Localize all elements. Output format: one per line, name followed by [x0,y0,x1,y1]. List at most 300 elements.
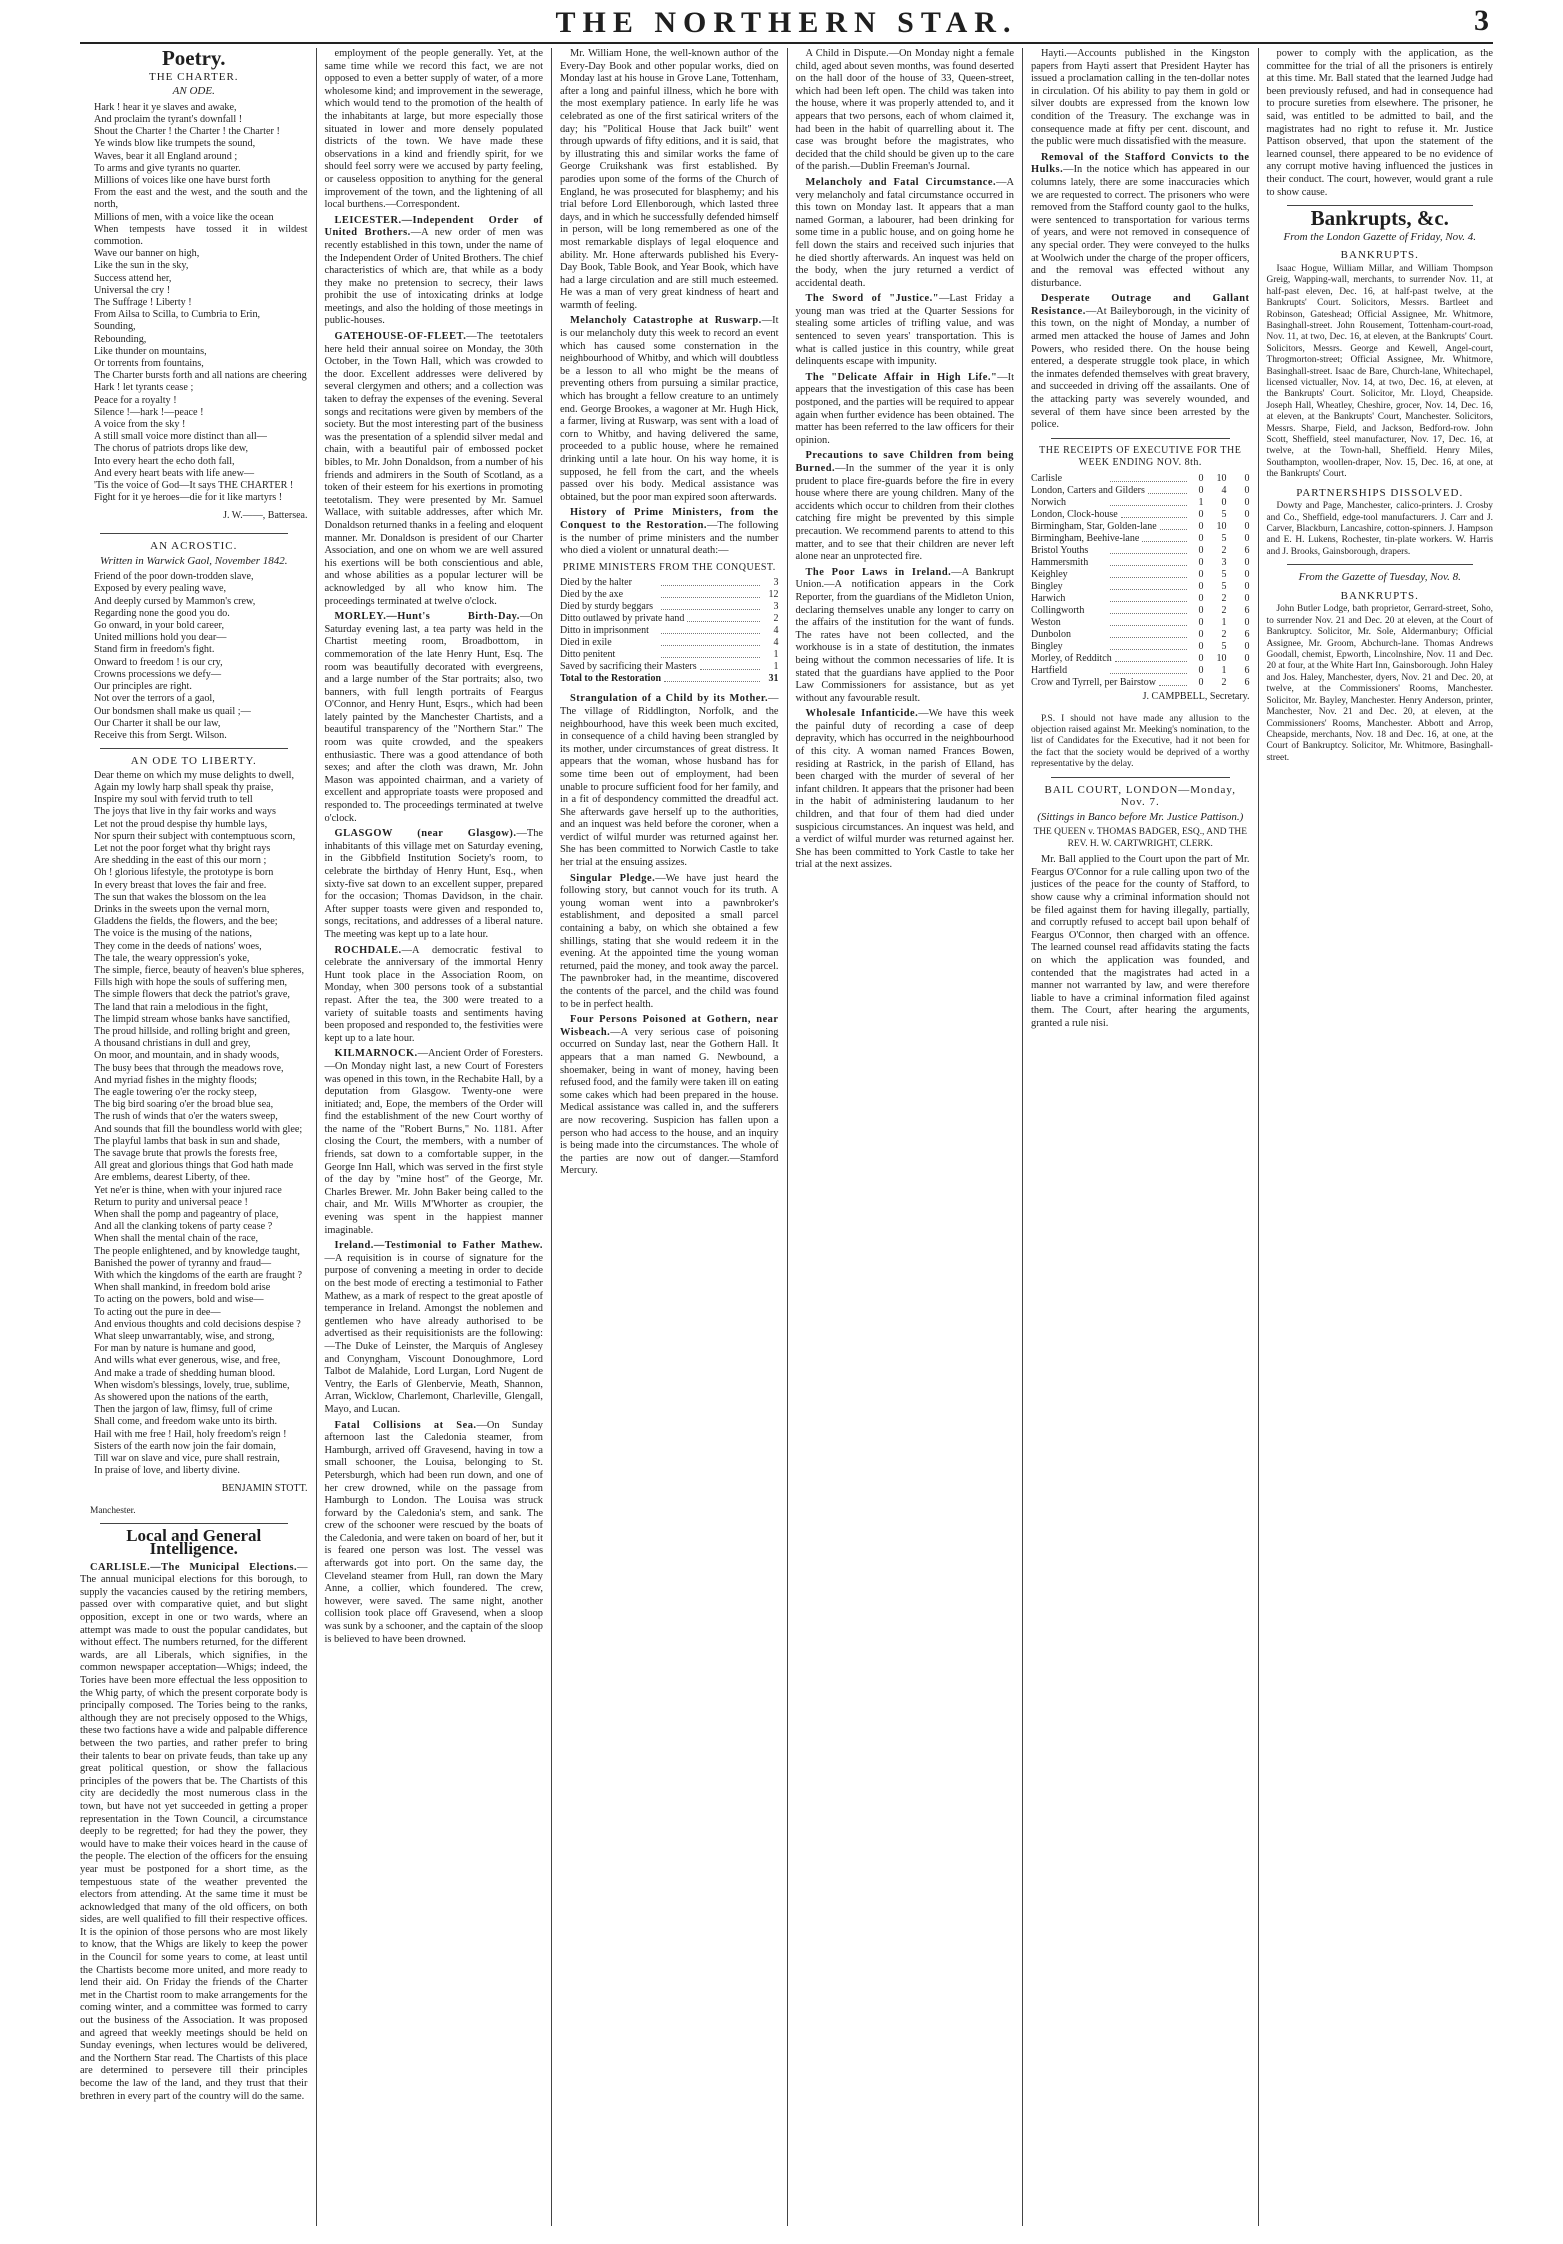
receipt-pence: 0 [1244,557,1250,568]
glasgow-article [325,828,544,941]
poor-laws-text: —A Bankrupt Union.—A notification appears in the Cork Reporter, from the guardians of the Midleton Union, declaring themselves unable any longer to carry on the affairs of the institution for the want of funds. The rates have not been collected, and the workhouse is in a state of destitution, the inmates being without the common necessaries of life. It is stated that the guardians have applied to the Poor Law Commissioners for assistance, but as yet without any favourable result. [795,566,1014,704]
poem-line: Again my lowly harp shall speak thy praise, [94,781,274,793]
prime-ministers-table [560,562,779,686]
bail-court-continued: power to comply with the application, as the committee for the trial of all the prisoners is entirely at this time. Mr. Ball stated that the learned Judge had been previously refused, and had in consequence had to procure sureties from elsewhere. The prisoner, he said, was entitled to be admitted to bail, and the magistrates had no right to refuse it. Mr. Justice Pattison observed, that upon the statement of the learned counsel, there appeared to be no evidence of any corrupt motive having influenced the justices in their conduct. The court, however, would grant a rule to show cause. [1266,48,1493,198]
row-value: 1 [773,649,779,661]
poem-line: From Ailsa to Scilla, to Cumbria to Erin, [94,309,261,321]
prime-ministers-rows [560,577,779,673]
local-intelligence-heading: Local and General Intelligence. [126,1526,262,1559]
receipt-pounds: 0 [1198,629,1204,640]
precautions-heading: Precautions to save Children from being Burned. [795,450,1014,474]
row-label: Died by sturdy beggars [560,601,654,613]
gazette-friday: From the London Gazette of Friday, Nov. 4. [1283,230,1476,243]
poem-line: The simple flowers that deck the patriot's grave, [94,989,290,1001]
receipt-pounds: 0 [1198,677,1204,688]
poem-acrostic [80,571,308,742]
poem-line: Dear theme on which my muse delights to dwell, [94,769,295,781]
poem-line: Our Charter it shall be our law, [94,717,221,729]
receipt-row [1031,629,1250,641]
poem-line: The simple, fierce, beauty of heaven's blue spheres, [94,964,305,976]
poem-line: Onward to freedom ! is our cry, [94,656,223,668]
row-value: 12 [768,589,779,601]
receipt-shillings: 1 [1221,617,1227,628]
poem-line: And make a trade of shedding human blood. [94,1367,276,1379]
poem-line: Silence !—hark !—peace ! [94,406,204,418]
poem-line: Nor spurn their subject with contemptuous scorn, [94,830,296,842]
poem-line: Peace for a royalty ! [94,394,177,406]
poem-line: A voice from the sky ! [94,419,186,431]
receipt-row [1031,641,1250,653]
fatal-circumstance-article [796,177,1015,290]
rochdale-heading: ROCHDALE. [334,944,402,956]
poem-line: Go onward, in your bold career, [94,620,225,632]
leader-dots [1110,557,1186,566]
receipt-row [1031,677,1250,689]
poem-liberty-place: Manchester. [90,1506,136,1517]
poem-line: Let not the proud despise thy humble lays, [94,818,268,830]
receipt-row [1031,617,1250,629]
poem-line: Till war on slave and vice, pure shall restrain, [94,1453,280,1465]
poem-line: The proud hillside, and rolling bright and green, [94,1025,291,1037]
executive-receipts-table [1031,445,1250,704]
leader-dots [687,613,759,622]
receipt-shillings: 2 [1221,629,1227,640]
receipt-shillings: 2 [1221,677,1227,688]
morley-heading: MORLEY.—Hunt's Birth-Day. [334,611,520,623]
gatehouse-heading: GATEHOUSE-OF-FLEET. [334,331,467,343]
leader-dots [661,601,759,610]
poem-line: The big bird soaring o'er the broad blue sea, [94,1099,274,1111]
poem-line: The land that rain a melodious in the fight, [94,1001,268,1013]
receipt-place: Carlisle [1031,473,1063,484]
receipt-place: Bristol Youths [1031,545,1089,556]
receipt-row [1031,557,1250,569]
precautions-article [796,450,1015,563]
poem-line: The sun that wakes the blossom on the lea [94,891,267,903]
poem-line: Receive this from Sergt. Wilson. [94,729,227,741]
poem-line: Regarding none the good you do. [94,607,230,619]
leader-dots [1110,641,1186,650]
receipt-pounds: 0 [1198,569,1204,580]
poem-line: On moor, and mountain, and in shady woods, [94,1050,280,1062]
singular-pledge-article [560,873,779,1012]
receipt-row [1031,485,1250,497]
leicester-text: —A new order of men was recently established in this town, under the name of the Independent Order of United Brothers. The chief characteristics of which are, that while as a body they make no pretension to secrecy, their laws prohibit the use of intoxicating drinks at lodge meetings, and also the holding of those meetings in public-houses. [324,227,544,327]
newspaper-title: THE NORTHERN STAR. [555,6,1018,39]
prime-ministers-text: —The following is the number of prime ministers and the number who died a violent or unnatural death:— [560,519,779,557]
child-dispute-article: A Child in Dispute.—On Monday night a female child, aged about seven months, was found deserted on the hall door of the house of 33, Queen-street, which had been left open. The child was taken into the house, where it was properly attended to, and it appears that two persons, each of whom claimed it, had been in the habit of quarrelling about it. The case was brought before the magistrates, who decided that the child should be given up to the care of the parish.—Dublin Freeman's Journal. [795,48,1014,173]
poem-line: Waves, bear it all England around ; [94,150,238,162]
poem-line: Wave our banner on high, [94,248,200,260]
receipt-pence: 6 [1244,665,1250,676]
receipt-shillings: 3 [1221,557,1227,568]
row-label: Died in exile [560,637,612,649]
ireland-heading: Ireland.—Testimonial to Father Mathew. [334,1240,543,1252]
ireland-text: —A requisition is in course of signature for the purpose of convening a meeting in order to decide on the best mode of erecting a testimonial to Father Mathew, as a mark of respect to the great apostle of temperance in Ireland. Amongst the noblemen and gentlemen who have already authorised to be advertised as their requisitionists are the following:—The Duke of Leinster, the Marquis of Anglesey and Conyngham, Viscount Donoughmore, Lord Talbot de Malahide, Lord Lurgan, Lord Nugent de Ventry, the Earls of Glenbervie, Meath, Shannon, Arran, Wicklow, Charlemont, Charleville, Glengall, Mayo, and Lucan. [324,1252,543,1415]
receipt-pounds: 0 [1198,533,1204,544]
poem-line: Exposed by every pealing wave, [94,583,227,595]
leader-dots [1110,581,1186,590]
poem-acrostic-subtitle: Written in Warwick Gaol, November 1842. [100,554,288,567]
rochdale-text: —A democratic festival to celebrate the anniversary of the immortal Henry Hunt took place in the Association Room, on Monday, when 300 persons took of a substantial repast. After the tea, the 300 were treated to a variety of suitable toasts and sentiments having been proposed and responded to, the festivities were kept up to a late hour. [324,944,543,1044]
poem-liberty-title: AN ODE TO LIBERTY. [130,755,257,768]
leader-dots [700,661,760,670]
poem-line: They come in the deeds of nations' woes, [94,940,262,952]
carlisle-heading: CARLISLE.—The Municipal Elections. [90,1561,298,1573]
poem-line: To arms and give tyrants no quarter. [94,162,241,174]
receipt-place: Birmingham, Star, Golden-lane [1031,521,1157,532]
page-number: 3 [1474,4,1489,37]
receipt-place: Morley, of Redditch [1031,653,1112,664]
poem-line: As showered upon the nations of the earth, [94,1392,269,1404]
poem-line: Our principles are right. [94,681,192,693]
receipt-pence: 6 [1244,605,1250,616]
prime-ministers-article [560,507,779,557]
receipt-amount [1190,605,1250,617]
row-label: Ditto in imprisonment [560,625,649,637]
receipt-pence: 0 [1244,593,1250,604]
prime-ministers-total-row [560,673,779,685]
receipt-amount [1190,545,1250,557]
morley-text: —On Saturday evening last, a tea party was held in the Chartist meeting room, Broadbottom, in commemoration of the late Henry Hunt, Esq. The room was beautifully decorated with evergreens, and a large number of the Star portraits; also, two banners, with full length portraits of Feargus O'Connor, and Henry Hunt, Esqrs., which had been lately painted by the Manchester Chartists, and a beautiful transparency of the "Northern Star." The room was quite crowded, and the speakers enthusiastic. There was a good attendance of both sexes; and after the cloth was drawn, Mr. John Mason was appointed chairman, and a variety of excellent and appropriate toasts were proposed and responded to. The proceedings terminated at twelve o'clock. [324,611,543,824]
receipt-row [1031,509,1250,521]
receipt-place: Weston [1031,617,1061,628]
poem-line: The limpid stream whose banks have sanctified, [94,1013,291,1025]
receipt-shillings: 5 [1221,569,1227,580]
poem-line: Rebounding, [94,333,147,345]
receipt-pounds: 1 [1198,497,1204,508]
receipt-amount [1190,521,1250,533]
poem-line: The eagle towering o'er the rocky steep, [94,1086,257,1098]
receipt-pounds: 0 [1198,641,1204,652]
glasgow-text: —The inhabitants of this village met on Saturday evening, in the Gibbfield Institution Society's room, to celebrate the birthday of Henry Hunt, Esq., when sixty-five sat down to an excellent supper, prepared for the occasion; Thomas Davidson, in the chair. After supper toasts were given and responded to, songs, recitations, and addresses of a liberal nature. The meeting was kept up to a late hour. [324,828,543,940]
column-6 [1258,48,1494,2226]
leader-dots [661,577,759,586]
leader-dots [661,649,759,658]
poem-line: Fills high with hope the souls of suffering men, [94,977,288,989]
poem-charter-title: THE CHARTER. [148,70,239,83]
poem-line: And envious thoughts and cold decisions despise ? [94,1318,301,1330]
ruswarp-article [560,315,779,504]
hayti-article: Hayti.—Accounts published in the Kingston papers from Hayti assert that President Hayter has issued a proclamation calling in the ten-dollar notes in circulation. Of his ability to pay them in gold or silver doubts are expressed from the known low condition of the Treasury. The exchange was in consequence made at fifty per cent. discount, and the public were much dissatisfied with the measure. [1031,48,1250,148]
stafford-convicts-text: —In the notice which has appeared in our columns lately, there are some inaccuracies which we are requested to correct. The prisoners who were removed from the Stafford county gaol to the hulks, were sentenced to transportation for various terms of years, and were not removed in consequence of any special order. They were conveyed to the hulks at Woolwich under the charge of the proper officers, and the removal was effected without any disturbance. [1031,164,1250,289]
receipt-shillings: 0 [1221,497,1227,508]
row-value: 4 [773,637,779,649]
receipt-place: Birmingham, Beehive-lane [1031,533,1140,544]
poem-line: The tale, the weary oppression's yoke, [94,952,250,964]
receipt-pounds: 0 [1198,485,1204,496]
poem-line: When shall the pomp and pageantry of place, [94,1209,279,1221]
poem-line: And sounds that fill the boundless world with glee; [94,1123,303,1135]
receipt-amount [1190,641,1250,653]
fatal-collisions-text: —On Sunday afternoon last the Caledonia steamer, from Hamburgh, arrived off Gravesend, having in tow a small schooner, the Louisa, belonging to St. Petersburgh, which had been run down, and one of her crew drowned, while on the passage from Hamburgh to London. The Louisa was struck forward by the Caledonia's stem, and sank. The crew of the schooner were rescued by the boats of the Caledonia, and were taken on board of her, but it is feared one person was lost. The vessel was afterwards got into port. On the same day, the Cleveland steamer from Hull, ran down the Mary Anne, a collier, which foundered. The crew, however, were saved. The same night, another collision took place off Gravesend, when a sloop was sunk by a schooner, and the captain of the sloop is believed to have been drowned. [324,1419,543,1645]
table-row [560,589,779,601]
carlisle-article [80,1562,308,2104]
receipt-shillings: 5 [1221,641,1227,652]
table-row [560,613,779,625]
receipt-shillings: 5 [1221,533,1227,544]
leader-dots [661,625,759,634]
poisoned-heading: Four Persons Poisoned at Gothern, near Wisbeach. [560,1014,779,1038]
column-3 [551,48,787,2226]
row-label: Died by the axe [560,589,624,601]
receipt-row [1031,545,1250,557]
leader-dots [1160,521,1187,530]
stafford-convicts-article [1031,152,1250,291]
receipt-pence: 0 [1244,617,1250,628]
poem-line: 'Tis the voice of God—It says THE CHARTER ! [94,480,294,492]
poisoned-article [560,1014,779,1178]
poem-line: Are shedding in the east of this our morn ; [94,855,267,867]
table-row [560,577,779,589]
receipt-row [1031,593,1250,605]
poor-laws-heading: The Poor Laws in Ireland. [805,566,952,578]
divider [1051,777,1230,778]
poem-line: When wisdom's blessings, lovely, true, sublime, [94,1379,290,1391]
receipt-shillings: 10 [1216,473,1227,484]
leader-dots [1110,665,1186,674]
intro-article: employment of the people generally. Yet, at the same time while we record this fact, we are not opposed to even a better supply of water, of a more wholesome kind; and improvement in the sewerage, which would tend to the promotion of the health of the inhabitants at large, but more especially those situated in lower and more densely populated districts of the town. We have made these observations in a kind and friendly spirit, for we should feel sorry were we accused by party feeling, or causeless opposition to anything for the general improvement of the town, and the lightening of all local burthens.—Correspondent. [324,48,543,211]
row-value: 3 [773,601,779,613]
poem-charter [80,102,308,505]
poem-line: Success attend her, [94,272,172,284]
poem-liberty [80,770,308,1478]
poem-line: To acting out the pure in dee— [94,1306,221,1318]
column-5 [1022,48,1258,2226]
poor-laws-article [796,567,1015,706]
table-row [560,661,779,673]
poem-line: Friend of the poor down-trodden slave, [94,571,254,583]
receipt-pence: 6 [1244,545,1250,556]
poem-line: Hark ! let tyrants cease ; [94,382,194,394]
poem-line: Hark ! hear it ye slaves and awake, [94,101,237,113]
receipt-place: Collingworth [1031,605,1085,616]
leader-dots [1142,533,1186,542]
receipt-row [1031,521,1250,533]
receipt-place: London, Carters and Gilders [1031,485,1145,496]
receipt-pounds: 0 [1198,653,1204,664]
poem-line: What sleep unwarrantably, wise, and strong, [94,1331,275,1343]
leader-dots [664,673,759,682]
ruswarp-heading: Melancholy Catastrophe at Ruswarp. [570,315,762,327]
receipt-row [1031,533,1250,545]
carlisle-text: —The annual municipal elections for this borough, to supply the vacancies caused by the retiring members, passed over with comparative quiet, and but slight opposition, except in one or two wards, where an attempt was made to oust the popular candidates, but without effect. The numbers returned, for the different wards, are all Liberals, which signifies, in the common newspaper acceptation—Whigs; indeed, the Tories have been more effectual the less opposition to the Whig party, of which the present corporate body is principally composed. The Tories being to the ranks, although they are not precisely opposed to the Whigs, these two factions have a wide and palpable difference between the two parties, and rather prefer to bring their talents to bear on private feuds, than take up any great political question, or show the fallacious principles of the powers that be. The Chartists of this city are decidedly the most numerous class in the town, but have not yet succeeded in getting a proper representation in the Town Council, a circumstance deeply to be regretted; for had they the power, they would have to make their voices heard in the cause of the people. The election of the officers for the ensuing year must be postponed for a short time, as the tempestuous state of the weather prevented the electors from attending. At the same time it must be acknowledged that many of the old officers, on both sides, are well qualified to fill their respective offices. It is the opinion of those persons who are most likely to know, that the Whigs are likely to keep the power in the Council for some years to come, at least until the Chartists become more united, and more ready to lend their aid. On Friday the friends of the Charter met in the Chartist room to make arrangements for the coming winter, and a committee was formed to carry out the business of the Association. It was proposed and agreed that weekly meetings should be held on Sunday evenings, when lectures would be delivered, and the Northern Star read. The Chartists of this place are determined to persevere till their principles become the law of the land, and they trust that their brethren in every part of the country will do the same. [80,1561,308,2102]
poem-line: The playful lambs that bask in sun and shade, [94,1135,280,1147]
kilmarnock-heading: KILMARNOCK. [334,1048,418,1060]
receipt-amount [1190,677,1250,689]
receipt-pence: 0 [1244,497,1250,508]
receipt-pounds: 0 [1198,581,1204,592]
rochdale-article [325,945,544,1046]
poem-line: When shall mankind, in freedom bold arise [94,1282,271,1294]
outrage-heading: Desperate Outrage and Gallant Resistance. [1031,293,1250,317]
receipt-row [1031,569,1250,581]
leader-dots [1110,569,1186,578]
receipt-pence: 0 [1244,509,1250,520]
row-label: Ditto outlawed by private hand [560,613,685,625]
bail-court-subtitle: (Sittings in Banco before Mr. Justice Pattison.) [1037,810,1244,823]
infanticide-article [796,708,1015,872]
poem-line: The chorus of patriots drops like dew, [94,443,249,455]
receipts-title: THE RECEIPTS OF EXECUTIVE FOR THE WEEK ENDING NOV. 8th. [1039,444,1242,469]
row-label: Ditto penitent [560,649,616,661]
infanticide-heading: Wholesale Infanticide. [805,708,919,720]
poem-line: When tempests have tossed it in wildest commotion. [94,223,308,248]
leader-dots [661,637,759,646]
poem-line: A still small voice more distinct than all— [94,431,267,443]
receipt-pounds: 0 [1198,605,1204,616]
poem-acrostic-title: AN ACROSTIC. [150,540,238,553]
row-label: Died by the halter [560,577,632,589]
receipt-place: Bingley [1031,581,1063,592]
singular-pledge-text: —We have just heard the following story, but cannot vouch for its truth. A young woman went into a pawnbroker's establishment, and deposited a small parcel containing a baby, on which she obtained a few shillings, stating that she would redeem it in the evening. At the appointed time the young woman returned, paid the money, and took away the parcel. The pawnbroker had, in the meantime, discovered the contents of the parcel, and the child was found to be in perfect health. [560,872,779,1010]
receipt-pounds: 0 [1198,593,1204,604]
table-row [560,637,779,649]
column-2 [316,48,552,2226]
poem-line: Oh ! glorious lifestyle, the prototype is born [94,867,274,879]
divider [100,533,288,534]
bail-court-title: BAIL COURT, LONDON—Monday, Nov. 7. [1044,783,1236,809]
poem-line: To acting on the powers, bold and wise— [94,1294,264,1306]
poem-line: For man by nature is humane and good, [94,1343,256,1355]
receipt-row [1031,473,1250,485]
poem-line: The busy bees that through the meadows rove, [94,1062,284,1074]
receipt-pounds: 0 [1198,509,1204,520]
stafford-convicts-heading: Removal of the Stafford Convicts to the Hulks. [1031,151,1250,176]
receipt-shillings: 10 [1216,521,1227,532]
hone-article: Mr. William Hone, the well-known author of the Every-Day Book and other popular works, died on Monday last at his house in Grove Lane, Tottenham, after a long and painful illness, which he bore with the most exemplary patience. In early life he was celebrated as one of the first satirical writers of the day; his "Political House that Jack built" went through upwards of fifty editions, and it is said, that by illustrating this and similar works the fame of George Cruikshank was first established. By parodies upon some of the forms of the Church of England, he was prosecuted for blasphemy; and his trial before Lord Ellenborough, which lasted three days, and in which he successfully defended himself in person, will be long remembered as one of the most remarkable displays of legal eloquence and ability. Mr. Hone afterwards published his Every-Day Book, Table Book, and Year Book, which have had a large circulation and are still much esteemed. He was a man of very great kindness of heart and warmth of feeling. [560,48,779,311]
bankrupts-list-2: John Butler Lodge, bath proprietor, Gerrard-street, Soho, to surrender Nov. 21 and Dec. 20 at eleven, at the Court of Bankruptcy. Solicitor, Mr. Sole, Aldermanbury; Official Assignee, Mr. Groom, Abchurch-lane. Thomas Andrews Goodall, chemist, Epworth, Lincolnshire, Nov. 11 and Dec. 20 at four, at the White Hart Inn, Gainsborough. John Haley and Jos. Haley, Manchester, dyers, Nov. 21 and Dec. 20, at twelve, at the Commissioners' Rooms, Manchester. Solicitor, Mr. Bayley, Manchester. Henry Anderson, printer, Manchester, Nov. 21 and Dec. 20, at eleven, at the Commissioners' Rooms, Manchester. Abbott and Arrop, Cheapside, merchants, Nov. 18 and Dec. 16, at one, at the Court of Bankruptcy. Solicitor, Mr. Whitmore, Basinghall-street. [1266,604,1493,763]
bankrupts-list-1-heading: BANKRUPTS. [1340,249,1419,262]
receipt-amount [1190,557,1250,569]
poem-line: Inspire my soul with fervid truth to tell [94,794,253,806]
receipt-pounds: 0 [1198,473,1204,484]
poem-line: All great and glorious things that God hath made [94,1160,294,1172]
table-row [560,601,779,613]
poem-line: From the east and the west, and the south and the north, [94,187,308,211]
divider [100,748,288,749]
prime-ministers-heading: History of Prime Ministers, from the Conquest to the Restoration. [560,507,779,531]
poem-line: Yet ne'er is thine, when with your injured race [94,1184,282,1196]
leader-dots [1148,485,1187,494]
receipts-rows [1031,473,1250,689]
strangulation-heading: Strangulation of a Child by its Mother. [570,693,769,705]
row-value: 1 [773,661,779,673]
delicate-affair-text: —It appears that the investigation of this case has been postponed, and the parties will be required to appear again when further evidence has been obtained. The matter has been referred to the law officers for their opinion. [795,371,1014,446]
outrage-text: —At Baileyborough, in the vicinity of this town, on the night of Monday, a number of armed men attacked the house of James and John Powers, who resided there. On the house being entered, a desperate struggle took place, in which the inmates defended themselves with great bravery, and succeeded in driving off the assailants. One of the attacking party was severely wounded, and several of them have since been arrested by the police. [1031,305,1250,431]
receipt-pounds: 0 [1198,557,1204,568]
delicate-affair-article [796,372,1015,448]
leader-dots [1110,593,1186,602]
partnerships-list: Dowty and Page, Manchester, calico-printers. J. Crosby and Co., Sheffield, edge-tool manufacturers. J. Carr and J. Carver, Blackburn, Lancashire, cotton-spinners. J. Hampson and E. H. Lukens, Rochester, tin-plate workers. W. Harris and J. Brooks, Gainsborough, drapers. [1266,501,1493,557]
precautions-text: —In the summer of the year it is only prudent to place fire-guards before the fire in every house where there are young children. Many of the accidents which occur to children from their clothes catching fire might be prevented by this simple precaution. We recommend parents to attend to this matter, and to see that their children are never left alone near an unprotected fire. [795,463,1014,563]
poem-line: When shall the mental chain of the race, [94,1233,259,1245]
receipt-row [1031,665,1250,677]
receipt-place: Harwich [1031,593,1066,604]
poem-line: The Charter bursts forth and all nations are cheering [94,370,307,382]
receipt-place: Crow and Tyrrell, per Bairstow [1031,677,1156,688]
fatal-collisions-heading: Fatal Collisions at Sea. [334,1419,477,1431]
receipt-amount [1190,617,1250,629]
table-row [560,649,779,661]
poem-line: The savage brute that prowls the forests free, [94,1148,278,1159]
partnerships-heading: PARTNERSHIPS DISSOLVED. [1296,486,1464,499]
receipt-place: Keighley [1031,569,1068,580]
poem-line: Return to purity and universal peace ! [94,1196,248,1208]
receipt-amount [1190,581,1250,593]
morley-article [325,611,544,825]
poem-line: With which the kingdoms of the earth are fraught ? [94,1270,303,1282]
receipt-place: Bingley [1031,641,1063,652]
poem-line: And every heart beats with life anew— [94,467,255,479]
receipt-pence: 0 [1244,569,1250,580]
poem-line: Sounding, [94,321,136,333]
gatehouse-article [325,331,544,608]
bankrupts-list-2-heading: BANKRUPTS. [1340,589,1419,602]
receipt-pence: 0 [1244,473,1250,484]
receipt-pence: 0 [1244,641,1250,652]
poem-line: The rush of winds that o'er the waters sweep, [94,1111,278,1123]
receipt-shillings: 10 [1216,653,1227,664]
poem-line: And wills what ever generous, wise, and free, [94,1355,281,1367]
receipt-row [1031,497,1250,509]
fatal-collisions-article [325,1420,544,1647]
fatal-circumstance-text: —A very melancholy and fatal circumstance occurred in this town on Monday last. It appears that a man named Gorman, a labourer, had been drinking for some time in a public house, and on going home he fell down the stairs and received such injuries that he died shortly afterwards. An inquest was held on the body, when the jury returned a verdict of accidental death. [795,176,1014,289]
poem-line: And deeply cursed by Mammon's crew, [94,595,256,607]
receipt-pence: 0 [1244,533,1250,544]
receipt-row [1031,653,1250,665]
ireland-article [325,1240,544,1416]
poem-line: Or torrents from fountains, [94,358,204,370]
leader-dots [1121,509,1187,518]
receipt-pence: 0 [1244,581,1250,592]
bankrupts-heading: Bankrupts, &c. [1310,206,1449,231]
receipt-amount [1190,533,1250,545]
poetry-heading: Poetry. [161,46,226,70]
column-1 [80,48,316,2226]
leader-dots [1115,653,1187,662]
poem-line: Gladdens the fields, the flowers, and the bee; [94,916,278,928]
glasgow-heading: GLASGOW (near Glasgow). [334,828,517,840]
poem-line: Sisters of the earth now join the fair domain, [94,1440,276,1452]
receipt-amount [1190,497,1250,509]
receipt-amount [1190,629,1250,641]
poem-line: Millions of men, with a voice like the ocean [94,211,274,223]
row-value: 3 [773,577,779,589]
poem-line: Universal the cry ! [94,284,171,296]
poem-line: The people enlightened, and by knowledge taught, [94,1245,300,1257]
outrage-article [1031,293,1250,432]
receipt-shillings: 2 [1221,545,1227,556]
prime-ministers-table-title: PRIME MINISTERS FROM THE CONQUEST. [562,561,776,573]
leader-dots [1110,497,1186,506]
sword-justice-text: —Last Friday a young man was tried at the Quarter Sessions for stealing some articles of trifling value, and was sentenced to seven years' transportation. This is what is called justice in this country, while great delinquents escape with impunity. [795,293,1014,368]
poem-line: Let not the poor forget what thy bright rays [94,842,271,854]
masthead [80,4,1493,44]
column-4 [787,48,1023,2226]
receipt-pounds: 0 [1198,545,1204,556]
poem-line: United millions hold you dear— [94,632,227,644]
poem-line: Not over the terrors of a gaol, [94,693,215,705]
receipt-amount [1190,569,1250,581]
leader-dots [1110,605,1186,614]
leader-dots [1110,629,1186,638]
poem-line: Ye winds blow like trumpets the sound, [94,138,256,150]
receipt-shillings: 2 [1221,605,1227,616]
poem-line: In every breast that loves the fair and free. [94,879,267,891]
divider [1287,564,1474,565]
strangulation-text: —The village of Riddlington, Norfolk, and the neighbourhood, have this week been much excited, in consequence of a child having been strangled by its mother, under circumstances of great distress. It appears that the woman, whose husband has for some time been out of employment, had been unable to procure sufficient food for her family, and in a fit of despondency committed the dreadful act. She afterwards gave herself up to the authorities, and an inquest was held before the coroner, when a verdict of wilful murder was returned against her. She has been committed to Norwich Castle to take her trial at the ensuing assizes. [560,693,779,869]
